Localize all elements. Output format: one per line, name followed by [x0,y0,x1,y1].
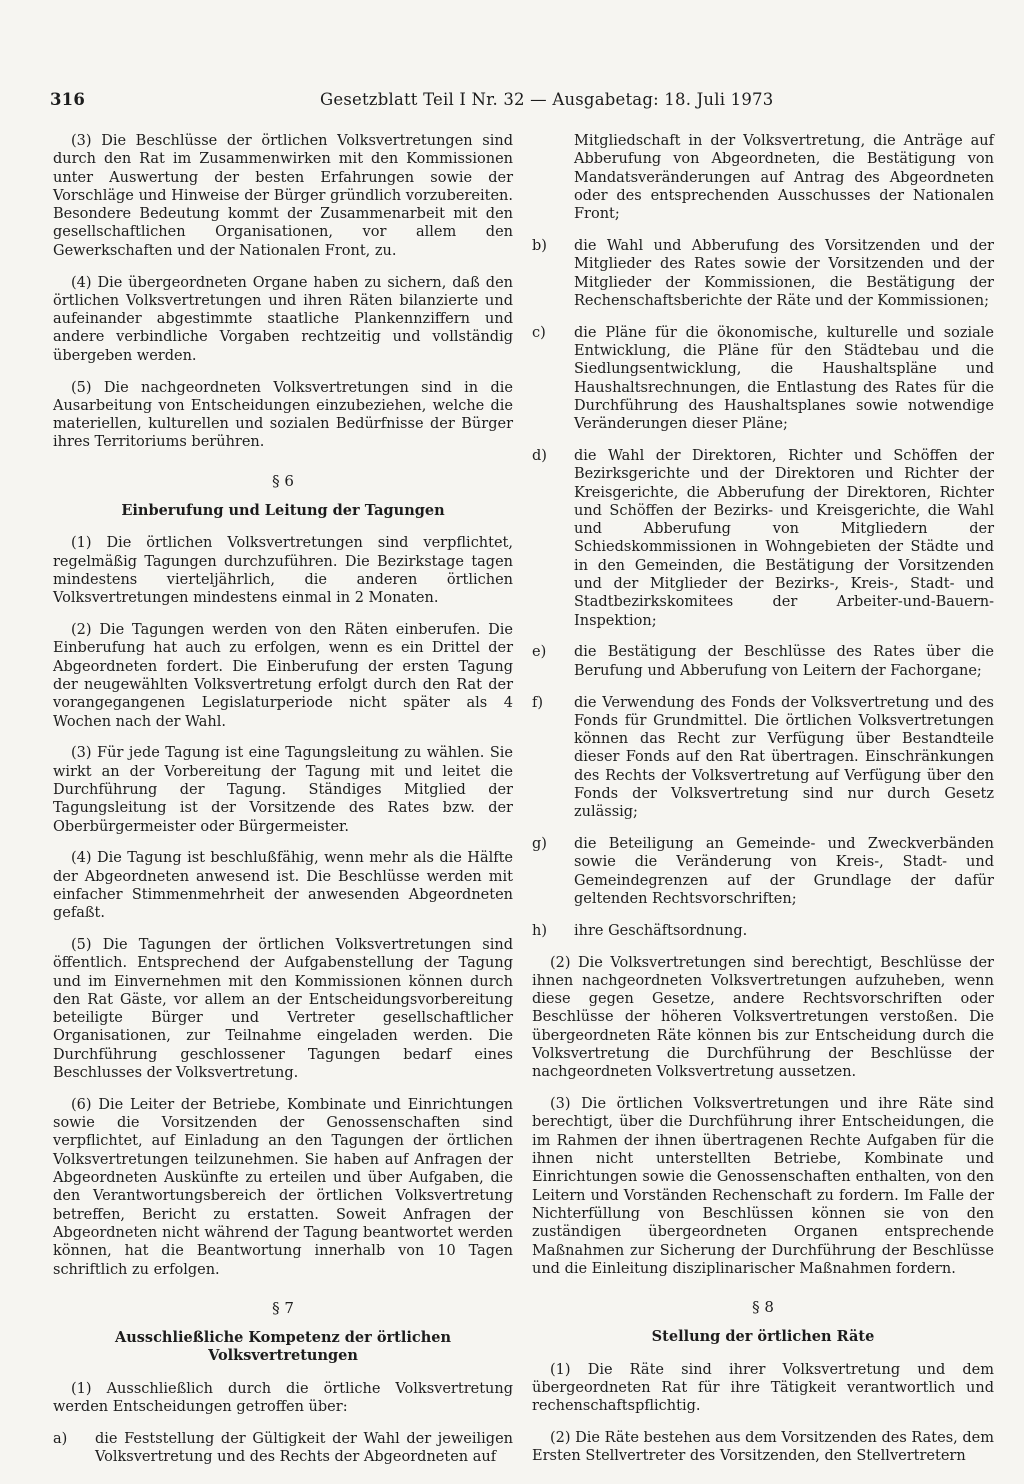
section-title: Ausschließliche Kompetenz der örtlichen Volksvertretungen [114,1329,452,1365]
paragraph: (2) Die Räte bestehen aus dem Vorsitzenden des Rates, dem Ersten Stellvertreter des Vorsitzenden, den Stellvertretern [532,1430,994,1465]
list-item-label: h) [532,922,547,939]
list-item [532,643,994,680]
paragraph: (4) Die übergeordneten Organe haben zu sichern, daß den örtlichen Volksvertretungen und ihren Räten bilanzierte und aufeinander abgestimmte staatliche Plankennziffern und andere verbindliche Vorgaben rechtzeitig und vollständig übergeben werden. [53,274,513,364]
list-item-label: g) [532,836,547,853]
list-item-label: a) [53,1430,68,1447]
section-title: Einberufung und Leitung der Tagungen [121,502,445,520]
list-item-text: die Beteiligung an Gemeinde- und Zweckverbänden sowie die Veränderung von Kreis-, Stadt- und Gemeindegrenzen auf der Grundlage der dafür geltenden Rechtsvorschriften; [574,836,994,907]
list-item [53,1430,513,1467]
list-item-label: f) [532,694,544,711]
list-item-label: b) [532,237,547,254]
left-column [53,132,513,1480]
list-item-continuation: Mitgliedschaft in der Volksvertretung, die Anträge auf Abberufung von Abgeordneten, die Bestätigung von Mandatsveränderungen auf Antrag des Abgeordneten oder des entsprechenden Ausschusses der Nationalen Front; [574,133,994,223]
paragraph: (4) Die Tagung ist beschlußfähig, wenn mehr als die Hälfte der Abgeordneten anwesend ist. Die Beschlüsse werden mit einfacher Stimmenmehrheit der anwesenden Abgeordneten gefaßt. [53,850,513,922]
list-item-label: d) [532,447,547,464]
list-item-label: e) [532,644,547,661]
list-item-text: die Bestätigung der Beschlüsse des Rates über die Berufung und Abberufung von Leitern der Fachorgane; [574,644,994,679]
section-title: Stellung der örtlichen Räte [651,1328,875,1346]
list-item [532,694,994,822]
paragraph: (2) Die Volksvertretungen sind berechtigt, Beschlüsse der ihnen nachgeordneten Volksvertretungen aufzuheben, wenn diese gegen Gesetze, andere Rechtsvorschriften oder Beschlüsse der höheren Volksvertretungen verstoßen. Die übergeordneten Räte können bis zur Entscheidung durch die Volksvertretung die Durchführung der Beschlüsse der nachgeordneten Volksvertretung aussetzen. [532,954,994,1081]
paragraph: (6) Die Leiter der Betriebe, Kombinate und Einrichtungen sowie die Vorsitzenden der Genossenschaften sind verpflichtet, auf Einladung an den Tagungen der örtlichen Volksvertretungen teilzunehmen. Sie haben auf Anfragen der Abgeordneten Auskünfte zu erteilen und über Aufgaben, die den Verantwortungsbereich der örtlichen Volksvertretung betreffen, Bericht zu erstatten. Soweit Anfragen der Abgeordneten nicht während der Tagung beantwortet werden können, hat die Beantwortung innerhalb von 10 Tagen schriftlich zu erfolgen. [53,1096,513,1278]
list-item-label: c) [532,324,546,341]
page-number: 316 [50,90,86,109]
paragraph: (1) Die örtlichen Volksvertretungen sind verpflichtet, regelmäßig Tagungen durchzuführen. Die Bezirkstage tagen mindestens vierteljährlich, die anderen örtlichen Volksvertretungen mindestens einmal in 2 Monaten. [53,535,513,607]
paragraph: (3) Die Beschlüsse der örtlichen Volksvertretungen sind durch den Rat im Zusammenwirken mit den Kommissionen unter Auswertung der besten Erfahrungen sowie der Vorschläge und Hinweise der Bürger gründlich vorzubereiten. Besondere Bedeutung kommt der Zusammenarbeit mit den gesellschaftlichen Organisationen, vor allem den Gewerkschaften und der Nationalen Front, zu. [53,133,513,259]
paragraph: (1) Ausschließlich durch die örtliche Volksvertretung werden Entscheidungen getroffen über: [53,1380,513,1416]
right-column [532,132,994,1479]
section-number: § 7 [272,1298,294,1317]
paragraph: (3) Für jede Tagung ist eine Tagungsleitung zu wählen. Sie wirkt an der Vorbereitung der Tagung mit und leitet die Durchführung der Tagung. Ständiges Mitglied der Tagungsleitung ist der Vorsitzende des Rates bzw. der Oberbürgermeister oder Bürgermeister. [53,745,513,835]
section-number: § 8 [752,1298,774,1317]
list-item-text: die Pläne für die ökonomische, kulturelle und soziale Entwicklung, die Pläne für den Städtebau und die Siedlungsentwicklung, die Haushaltspläne und Haushaltsrechnungen, die Entlastung des Rates für die Durchführung des Haushaltsplanes sowie notwendige Veränderungen dieser Pläne; [574,324,994,433]
list-item-text: die Verwendung des Fonds der Volksvertretung und des Fonds für Grundmittel. Die örtlichen Volksvertretungen können das Recht zur Verfügung über Bestandteile dieser Fonds auf den Rat übertragen. Einschränkungen des Rechts der Volksvertretung auf Verfügung über den Fonds der Volksvertretung sind nur durch Gesetz zulässig; [574,694,994,821]
paragraph: (3) Die örtlichen Volksvertretungen und ihre Räte sind berechtigt, über die Durchführung ihrer Entscheidungen, die im Rahmen der ihnen übertragenen Rechte Aufgaben für die ihnen nicht unterstellten Betriebe, Kombinate und Einrichtungen sowie die Genossenschaften enthalten, von den Leitern und Vorständen Rechenschaft zu fordern. Im Falle der Nichterfüllung von Beschlüssen können sie von den zuständigen übergeordneten Organen entsprechende Maßnahmen zur Sicherung der Durchführung der Beschlüsse und die Einleitung disziplinarischer Maßnahmen fordern. [532,1096,994,1277]
list-item [532,447,994,630]
paragraph: (5) Die Tagungen der örtlichen Volksvertretungen sind öffentlich. Entsprechend der Aufgabenstellung der Tagung und im Einvernehmen mit den Kommissionen können durch den Rat Gäste, vor allem an der Entscheidungsvorbereitung beteiligte Bürger und Vertreter gesellschaftlicher Organisationen, zur Teilnahme eingeladen werden. Die Durchführung geschlossener Tagungen bedarf eines Beschlusses der Volksvertretung. [53,936,513,1082]
list-item-text: die Wahl und Abberufung des Vorsitzenden und der Mitglieder des Rates sowie der Vorsitzenden und der Mitglieder der Kommissionen, die Bestätigung der Rechenschaftsberichte der Räte und der Kommissionen; [574,237,994,309]
list-item [532,324,994,434]
list-item-text: ihre Geschäftsordnung. [574,922,748,939]
list-item-text: die Wahl der Direktoren, Richter und Schöffen der Bezirksgerichte und der Direktoren und Richter der Kreisgerichte, die Abberufung der Direktoren, Richter und Schöffen der Bezirks- und Kreisgerichte, die Wahl und Abberufung von Mitgliedern der Schiedskommissionen in Wohngebieten der Städte und in den Gemeinden, die Bestätigung der Vorsitzenden und der Mitglieder der Bezirks-, Kreis-, Stadt- und Stadtbezirkskomitees der Arbeiter-und-Bauern-Inspektion; [574,447,994,629]
list-item [532,835,994,908]
list-item [532,922,994,940]
section-number: § 6 [272,471,294,490]
paragraph: (2) Die Tagungen werden von den Räten einberufen. Die Einberufung hat auch zu erfolgen, wenn es ein Drittel der Abgeordneten fordert. Die Einberufung der ersten Tagung der neugewählten Volksvertretung erfolgt durch den Rat der vorangegangenen Legislaturperiode nicht später als 4 Wochen nach der Wahl. [53,622,513,730]
list-item-text: die Feststellung der Gültigkeit der Wahl der jeweiligen Volksvertretung und des Rechts der Abgeordneten auf [95,1430,513,1466]
paragraph: (1) Die Räte sind ihrer Volksvertretung und dem übergeordneten Rat für ihre Tätigkeit verantwortlich und rechenschaftspflichtig. [532,1361,994,1415]
paragraph: (5) Die nachgeordneten Volksvertretungen sind in die Ausarbeitung von Entscheidungen einzubeziehen, welche die materiellen, kulturellen und sozialen Bedürfnisse der Bürger ihres Territoriums berühren. [53,379,513,451]
list-item [532,237,994,310]
gazette-title: Gesetzblatt Teil I Nr. 32 — Ausgabetag: 18. Juli 1973 [320,90,774,109]
